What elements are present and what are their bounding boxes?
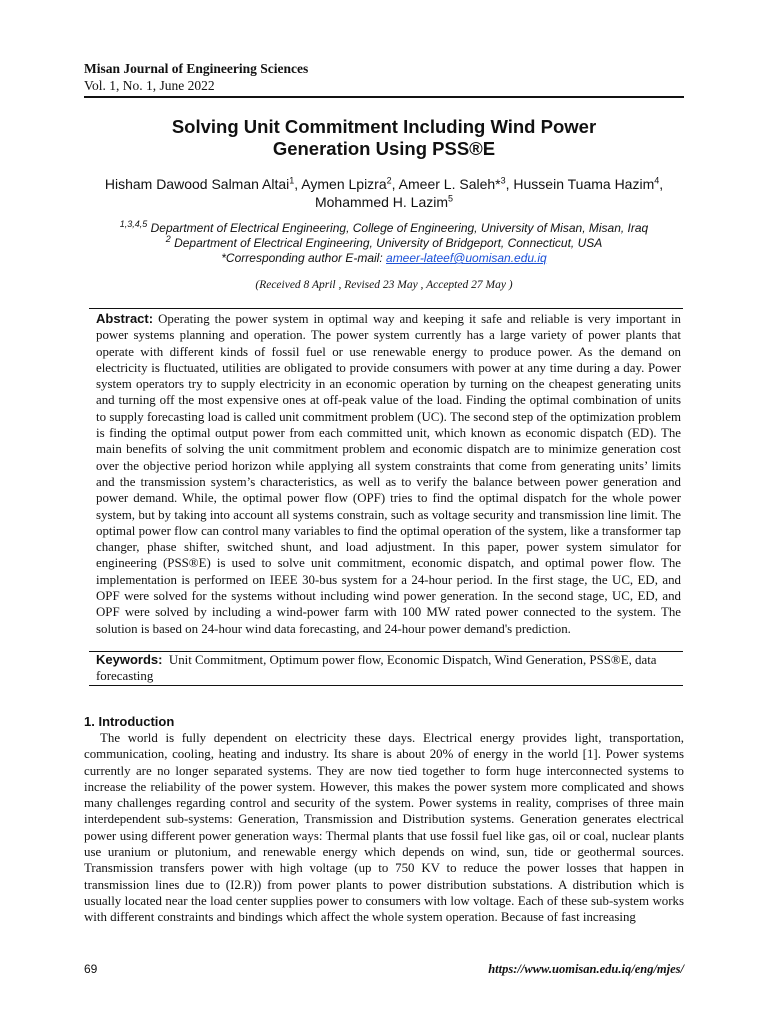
abstract-text: Operating the power system in optimal way and keeping it safe and reliable is very important in power systems planning and operation. The power system currently has a large variety of power plants that operate with different kinds of fossil fuel or use renewable energy to produce power. As the demand on electricity is fluctuated, utilities are obligated to provide consumers with power at any time during a day. Power system operators try to supply electricity in an economic operation by turning on the cheapest generating units and turning off the most expensive ones at off-peak value of the load. Finding the optimal combination of units to supply forecasting load is called unit commitment problem (UC). The second step of the optimization problem is finding the optimal output power from each committed unit, which known as economic dispatch (ED). The main benefits of solving the unit commitment problem and economic dispatch are to minimize generation cost over the objective period horizon while applying all system constraints that come from generating units’ limits and the transmission system’s characteristics, as well as to verify the balance between power generation and power demand. While, the optimal power flow (OPF) tries to find the optimal dispatch for the whole power system, but by taking into account all systems constrain, such as voltage security and transmission line limit. The optimal power flow can control many variables to find the optimal operation of the system, like a transformer tap changer, phase shifter, switched shunt, and load adjustment. In this paper, power system simulator for engineering (PSS®E) is used to solve unit commitment, economic dispatch, and optimal power flow. The implementation is performed on IEEE 30-bus system for a 24-hour period. In the first stage, the UC, ED, and OPF were solved for the systems without including wind power generation. In the second stage, UC, ED, and OPF were solved by including a wind-power farm with 100 MW rated power connected to the system. The solution is based on 24-hour wind data forecasting, and 24-hour power demand's prediction. xyxy=(96,312,681,636)
affiliation-1 xyxy=(84,221,684,236)
author-2-sup: 2 xyxy=(386,175,392,186)
author-4: , Hussein Tuama Hazim xyxy=(505,176,655,192)
author-3: , Ameer L. Saleh* xyxy=(391,176,501,192)
author-1-sup: 1 xyxy=(289,175,295,186)
keywords-label: Keywords: xyxy=(96,652,163,667)
affiliation-1-text: Department of Electrical Engineering, College of Engineering, University of Misan, Misan, Iraq xyxy=(150,221,649,235)
corresponding-author xyxy=(84,251,684,266)
author-list xyxy=(90,175,678,211)
title-line-1: Solving Unit Commitment Including Wind Power xyxy=(171,116,597,137)
author-5: , Mohammed H. Lazim xyxy=(314,176,664,210)
affiliations xyxy=(84,221,684,266)
author-5-sup: 5 xyxy=(448,193,454,204)
journal-header xyxy=(84,60,308,94)
introduction-paragraph: The world is fully dependent on electricity these days. Electrical energy provides light, transportation, communication, cooling, heating and industry. Its share is about 20% of energy in the world [1]. Power systems currently are no longer separated systems. They are now tied together to form huge interconnected systems to increase the reliability of the power system. However, this makes the power system more complicated and shows many challenges regarding control and security of the system. Power systems in reality, comprises of three main interdependent sub-systems: Generation, Transmission and Distribution systems. Generation generates electrical power using different power generation ways: Thermal plants that use fossil fuel like gas, oil or coal, nuclear plants use uranium or plutonium, and renewable energy which depends on wind, sun, tide or geothermal sources. Transmission transfers power with high voltage (up to 750 KV to reduce the power losses that happen in transmission lines due to (I2.R)) from power plants to power distribution substations. A distribution which is usually located near the load center supplies power to consumers with low voltage. Each of these sub-system works with different constraints and bindings which affect the whole system operation. Because of fast increasing xyxy=(84,731,684,925)
affiliation-1-sup: 1,3,4,5 xyxy=(119,219,148,229)
received-dates: (Received 8 April , Revised 23 May , Accepted 27 May ) xyxy=(255,279,513,291)
journal-name: Misan Journal of Engineering Sciences xyxy=(84,61,309,76)
header-rule xyxy=(84,96,684,98)
abstract xyxy=(96,311,681,637)
abstract-label: Abstract: xyxy=(96,311,154,326)
page-number: 69 xyxy=(84,962,98,976)
keywords-text: Unit Commitment, Optimum power flow, Economic Dispatch, Wind Generation, PSS®E, data forecasting xyxy=(96,653,657,684)
keywords xyxy=(96,652,681,685)
footer-url[interactable]: https://www.uomisan.edu.iq/eng/mjes/ xyxy=(488,962,684,976)
paper-title xyxy=(84,116,684,160)
affiliation-2-sup: 2 xyxy=(165,234,171,244)
email-link[interactable]: ameer-lateef@uomisan.edu.iq xyxy=(386,251,547,265)
affiliation-2-text: Department of Electrical Engineering, University of Bridgeport, Connecticut, USA xyxy=(174,236,603,250)
author-4-sup: 4 xyxy=(654,175,660,186)
title-line-2: Generation Using PSS®E xyxy=(272,138,496,159)
section-heading-introduction: 1. Introduction xyxy=(84,714,175,729)
affiliation-2 xyxy=(84,236,684,251)
corresponding-label: *Corresponding author E-mail: xyxy=(221,251,387,265)
author-3-sup: 3 xyxy=(500,175,506,186)
journal-volume: Vol. 1, No. 1, June 2022 xyxy=(84,78,215,93)
author-1: Hisham Dawood Salman Altai xyxy=(104,176,290,192)
author-2: , Aymen Lpizra xyxy=(294,176,387,192)
